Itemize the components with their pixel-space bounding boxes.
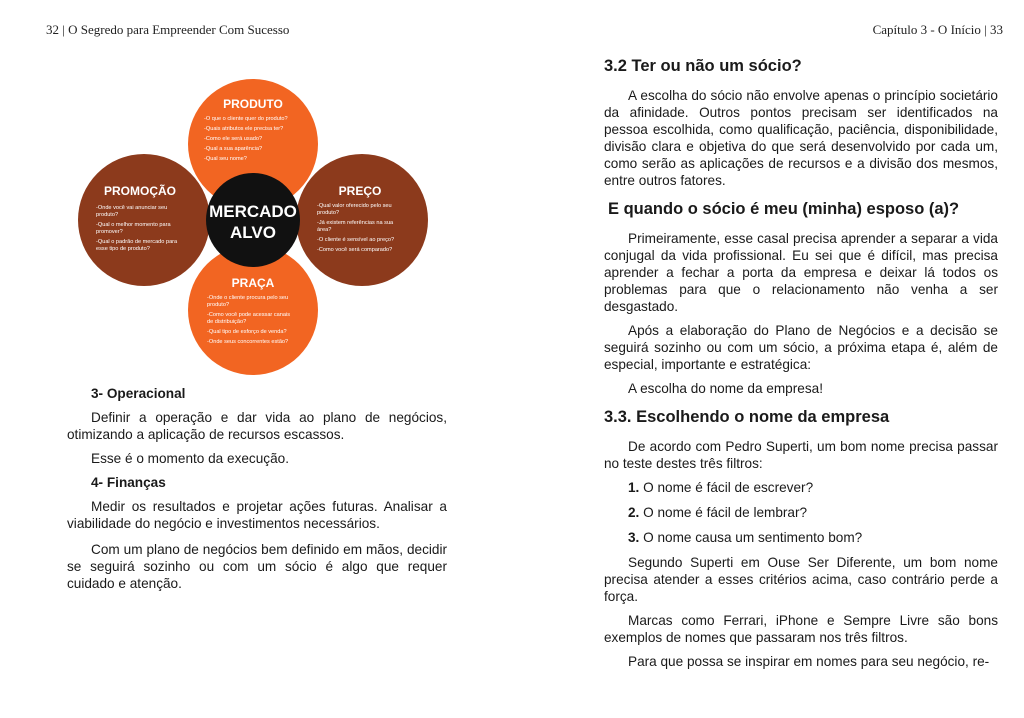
center-label-line2: ALVO (230, 223, 276, 242)
heading-operacional: 3- Operacional (91, 386, 186, 401)
paragraph: Para que possa se inspirar em nomes para seu negócio, re- (628, 654, 990, 669)
list-text: O nome causa um sentimento bom? (643, 530, 863, 545)
paragraph: De acordo com Pedro Superti, um bom nome precisa passar no teste destes três filtros: (604, 439, 998, 471)
preco-title: PREÇO (338, 184, 382, 198)
preco-item: -Como você será comparado? (317, 247, 393, 253)
list-text: O nome é fácil de lembrar? (643, 505, 808, 520)
list-number: 2. (628, 505, 640, 520)
left-running-head: 32 | O Segredo para Empreender Com Sucesso (46, 22, 290, 37)
promocao-item: esse tipo de produto? (96, 246, 150, 252)
produto-title: PRODUTO (223, 97, 283, 111)
paragraph: Segundo Superti em Ouse Ser Diferente, um bom nome precisa atender a esses critérios acima, caso contrário perde a força. (604, 555, 998, 604)
list-number: 1. (628, 480, 640, 495)
promocao-circle (78, 154, 210, 286)
section-heading-esposo: E quando o sócio é meu (minha) esposo (a)? (608, 200, 960, 218)
praca-item: de distribuição? (207, 319, 247, 325)
paragraph: A escolha do sócio não envolve apenas o princípio societário da afinidade. Outros pontos precisam ser identificados na pessoa escolhida, como qualificação, paciência, disponibilidade, divisão clara e objetiva do que será desenvolvido por cada um, como serão as aplicações de recursos e a divisão dos mesmos, entre outros fatores. (604, 88, 998, 188)
produto-item: -Qual seu nome? (204, 156, 247, 162)
center-label-line1: MERCADO (209, 202, 297, 221)
heading-financas: 4- Finanças (91, 475, 166, 490)
praca-title: PRAÇA (231, 276, 275, 290)
produto-item: -Qual a sua aparência? (204, 146, 263, 152)
list-item (628, 504, 998, 521)
preco-item: -Qual valor oferecido pelo seu (317, 203, 392, 209)
preco-item: -Já existem referências na sua (317, 220, 394, 226)
paragraph: Após a elaboração do Plano de Negócios e a decisão se seguirá sozinho ou com um sócio, a próxima etapa é, além de especial, importante e estratégica: (604, 323, 998, 372)
list-item (628, 529, 998, 546)
right-text-block (604, 56, 998, 677)
promocao-item: promover? (96, 229, 123, 235)
preco-item: -O cliente é sensível ao preço? (317, 237, 395, 243)
preco-item: área? (317, 227, 332, 233)
promocao-item: -Onde você vai anunciar seu (96, 205, 168, 211)
paragraph: Esse é o momento da execução. (91, 451, 289, 466)
preco-item: produto? (317, 210, 340, 216)
paragraph: Medir os resultados e projetar ações futuras. Analisar a viabilidade do negócio e investimentos necessários. (67, 499, 447, 531)
praca-item: -Onde o cliente procura pelo seu (207, 295, 289, 301)
section-heading-socio: 3.2 Ter ou não um sócio? (604, 57, 802, 75)
marketing-mix-diagram (78, 70, 428, 375)
paragraph: Primeiramente, esse casal precisa aprender a separar a vida conjugal da vida profissional. Eu sei que é difícil, mas precisa aprender a fechar a porta da empresa e deixar lá todos os problemas para que o relacionamento não venha a ser desgastado. (604, 231, 998, 314)
praca-item: produto? (207, 302, 230, 308)
praca-item: -Como você pode acessar canais (207, 312, 291, 318)
paragraph: Marcas como Ferrari, iPhone e Sempre Livre são bons exemplos de nomes que passaram nos três filtros. (604, 613, 998, 645)
left-text-block (67, 385, 447, 599)
list-text: O nome é fácil de escrever? (643, 480, 814, 495)
praca-item: -Qual tipo de esforço de venda? (207, 329, 287, 335)
paragraph: Com um plano de negócios bem definido em mãos, decidir se seguirá sozinho ou com um sócio é algo que requer cuidado e atenção. (67, 542, 447, 591)
list-number: 3. (628, 530, 640, 545)
paragraph: Definir a operação e dar vida ao plano de negócios, otimizando a aplicação de recursos escassos. (67, 410, 447, 442)
produto-item: -Como ele será usado? (204, 136, 263, 142)
promocao-item: -Qual o padrão de mercado para (96, 239, 178, 245)
produto-item: -O que o cliente quer do produto? (204, 116, 288, 122)
section-heading-nome: 3.3. Escolhendo o nome da empresa (604, 408, 890, 426)
right-running-head: Capítulo 3 - O Início | 33 (872, 22, 1003, 37)
paragraph: A escolha do nome da empresa! (628, 381, 823, 396)
right-page (512, 0, 1024, 718)
promocao-title: PROMOÇÃO (104, 184, 176, 198)
promocao-item: -Qual o melhor momento para (96, 222, 171, 228)
list-item (628, 479, 998, 496)
promocao-item: produto? (96, 212, 119, 218)
praca-item: -Onde seus concorrentes estão? (207, 339, 289, 345)
produto-item: -Quais atributos ele precisa ter? (204, 126, 284, 132)
